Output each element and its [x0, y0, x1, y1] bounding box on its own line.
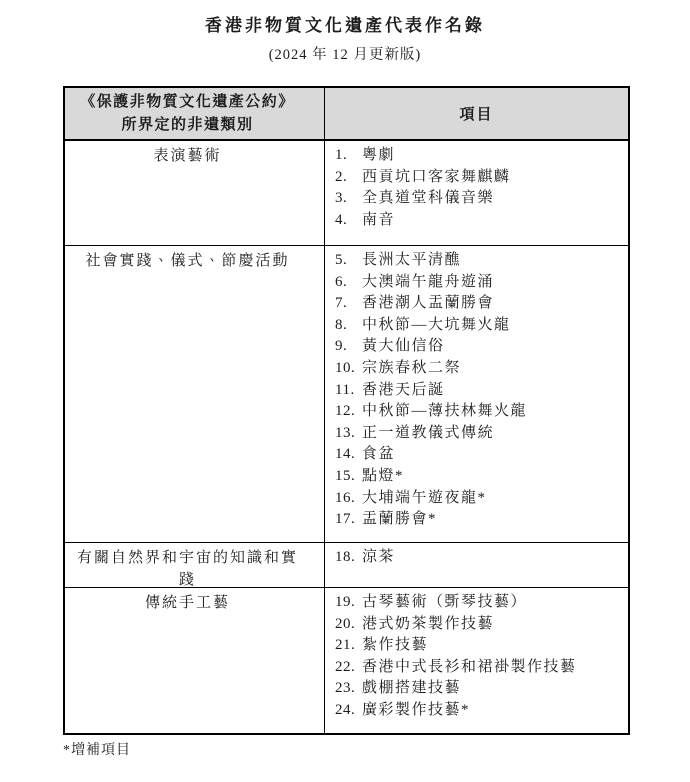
item-number: 11. [335, 381, 355, 398]
item-text: 食盆 [362, 446, 396, 463]
category-cell: 有關自然界和宇宙的知識和實踐 [65, 543, 325, 587]
item-text: 黃大仙信俗 [362, 338, 445, 355]
footnote: *增補項目 [63, 743, 131, 758]
items-column-header [325, 88, 628, 139]
list-item [335, 272, 620, 294]
list-item [335, 293, 620, 315]
list-item [335, 210, 620, 232]
heritage-table [63, 86, 630, 735]
item-text: 香港中式長衫和裙褂製作技藝 [362, 658, 577, 675]
list-item [335, 657, 620, 679]
item-text: 古琴藝術（斲琴技藝） [362, 594, 528, 610]
page-subtitle: (2024 年 12 月更新版) [268, 47, 422, 63]
list-item [335, 145, 620, 167]
list-item [335, 678, 620, 700]
page-title: 香港非物質文化遺產代表作名錄 [205, 16, 485, 35]
item-number: 8. [335, 316, 348, 333]
list-item [335, 358, 620, 380]
item-text: 西貢坑口客家舞麒麟 [362, 168, 511, 185]
items-header-label: 項目 [459, 107, 494, 123]
list-item [335, 488, 620, 510]
item-text: 大澳端午龍舟遊涌 [362, 273, 495, 290]
list-item [335, 250, 620, 272]
category-cell: 表演藝術 [65, 141, 325, 245]
category-cell: 傳統手工藝 [65, 588, 325, 733]
item-text: 南音 [362, 211, 396, 228]
item-number: 1. [335, 147, 348, 163]
list-item [335, 509, 620, 531]
item-text: 中秋節—薄扶林舞火龍 [362, 403, 528, 420]
item-text: 戲棚搭建技藝 [362, 680, 462, 697]
item-number: 9. [335, 338, 348, 355]
list-item [335, 401, 620, 423]
item-number: 12. [335, 403, 356, 420]
item-number: 2. [335, 168, 348, 185]
list-item [335, 336, 620, 358]
item-text: 廣彩製作技藝* [362, 701, 471, 718]
table-row [65, 141, 628, 246]
item-number: 4. [335, 211, 348, 228]
item-number: 17. [335, 511, 356, 528]
item-number: 6. [335, 273, 348, 290]
item-text: 點燈* [362, 467, 405, 484]
item-text: 長洲太平清醮 [362, 252, 462, 268]
table-row [65, 588, 628, 733]
item-number: 23. [335, 680, 356, 697]
item-number: 5. [335, 252, 348, 268]
item-number: 18. [335, 549, 356, 565]
item-number: 19. [335, 594, 356, 610]
category-header-line1: 《保護非物質文化遺產公約》 [80, 94, 295, 110]
item-text: 涼茶 [362, 549, 396, 565]
document-page [0, 14, 690, 782]
item-text: 粵劇 [362, 147, 396, 163]
item-text: 全真道堂科儀音樂 [362, 190, 495, 207]
list-item [335, 700, 620, 722]
item-text: 香港天后誕 [362, 381, 445, 398]
item-text: 港式奶茶製作技藝 [362, 615, 495, 632]
item-text: 大埔端午遊夜龍* [362, 489, 487, 506]
item-number: 3. [335, 190, 348, 207]
item-text: 香港潮人盂蘭勝會 [362, 295, 495, 312]
item-text: 宗族春秋二祭 [362, 359, 462, 376]
item-text: 盂蘭勝會* [362, 511, 438, 528]
list-item [335, 380, 620, 402]
items-cell [325, 246, 628, 542]
item-number: 20. [335, 615, 356, 632]
items-cell [325, 588, 628, 733]
list-item [335, 315, 620, 337]
items-cell [325, 141, 628, 245]
category-cell: 社會實踐、儀式、節慶活動 [65, 246, 325, 542]
list-item [335, 592, 620, 614]
item-number: 7. [335, 295, 348, 312]
item-number: 13. [335, 424, 356, 441]
items-cell [325, 543, 628, 587]
list-item [335, 423, 620, 445]
list-item [335, 444, 620, 466]
list-item [335, 614, 620, 636]
category-column-header [65, 88, 325, 139]
item-number: 24. [335, 701, 356, 718]
item-number: 21. [335, 637, 356, 654]
item-text: 紮作技藝 [362, 637, 429, 654]
item-number: 16. [335, 489, 356, 506]
item-text: 中秋節—大坑舞火龍 [362, 316, 511, 333]
list-item [335, 466, 620, 488]
item-number: 15. [335, 467, 356, 484]
item-number: 10. [335, 359, 356, 376]
table-row [65, 246, 628, 543]
item-number: 22. [335, 658, 356, 675]
list-item [335, 188, 620, 210]
list-item [335, 547, 620, 569]
item-number: 14. [335, 446, 356, 463]
table-header-row [65, 88, 628, 141]
list-item [335, 167, 620, 189]
item-text: 正一道教儀式傳統 [362, 424, 495, 441]
table-row [65, 543, 628, 588]
category-header-line2: 所界定的非遺類別 [121, 117, 254, 133]
list-item [335, 635, 620, 657]
